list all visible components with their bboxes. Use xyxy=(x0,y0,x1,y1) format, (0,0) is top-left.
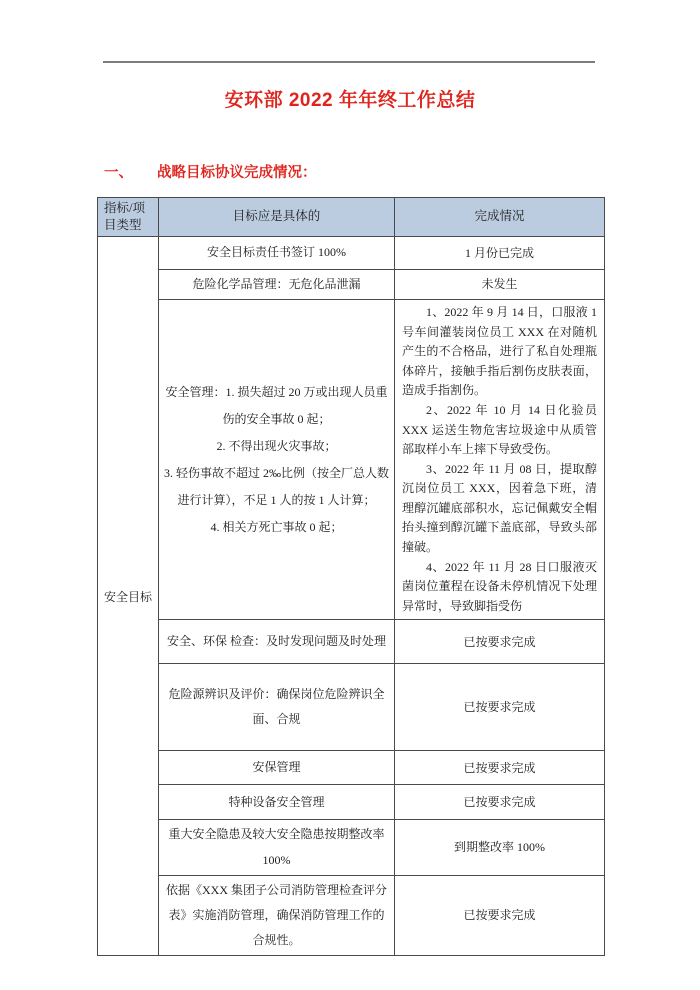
targets-table xyxy=(97,197,605,956)
header-cell-target: 目标应是具体的 xyxy=(159,198,395,237)
target-cell: 危险源辨识及评价：确保岗位危险辨识全面、合规 xyxy=(159,664,395,751)
table-row xyxy=(98,664,605,751)
section-heading xyxy=(104,161,317,182)
table-header-row xyxy=(98,198,605,237)
status-cell: 到期整改率 100% xyxy=(395,820,605,875)
table-row xyxy=(98,751,605,785)
target-cell-safety-management xyxy=(159,299,395,620)
target-cell: 依据《XXX 集团子公司消防管理检查评分表》实施消防管理，确保消防管理工作的合规性。 xyxy=(159,875,395,956)
table-row xyxy=(98,875,605,956)
status-cell: 已按要求完成 xyxy=(395,785,605,820)
incident-item: 3、2022 年 11 月 08 日，提取醇沉岗位员工 XXX，因着急下班，清理醇沉罐底部积水，忘记佩戴安全帽抬头撞到醇沉罐下盖底部，导致头部撞破。 xyxy=(402,461,597,555)
target-cell: 特种设备安全管理 xyxy=(159,785,395,820)
table-row xyxy=(98,620,605,664)
target-cell: 安全、环保 检查：及时发现问题及时处理 xyxy=(159,620,395,664)
status-cell: 1 月份已完成 xyxy=(395,236,605,269)
status-cell: 已按要求完成 xyxy=(395,620,605,664)
safety-management-item: 2. 不得出现火灾事故； xyxy=(216,438,337,453)
status-cell: 未发生 xyxy=(395,269,605,299)
target-cell: 重大安全隐患及较大安全隐患按期整改率 100% xyxy=(159,820,395,875)
table-row xyxy=(98,820,605,875)
header-divider-rule xyxy=(103,61,595,63)
status-cell: 已按要求完成 xyxy=(395,751,605,785)
section-heading-text: 战略目标协议完成情况： xyxy=(157,165,317,181)
table-row xyxy=(98,299,605,620)
safety-management-item: 4. 相关方死亡事故 0 起； xyxy=(210,519,343,534)
status-cell-incident-details xyxy=(395,299,605,620)
document-title: 安环部 2022 年年终工作总结 xyxy=(224,90,476,111)
table-row xyxy=(98,269,605,299)
table-row xyxy=(98,785,605,820)
incident-item: 4、2022 年 11 月 28 日口服液灭菌岗位董程在设备未停机情况下处理异常时，导致脚指受伤 xyxy=(402,559,597,613)
table-row xyxy=(98,236,605,269)
incident-item: 2、2022 年 10 月 14 日化验员 XXX 运送生物危害垃圾途中从质管部取样小车上摔下导致受伤。 xyxy=(402,402,597,457)
incident-item: 1、2022 年 9 月 14 日，口服液 1 号车间灌装岗位员工 XXX 在对随机产生的不合格品，进行了私自处理瓶体碎片，接触手指后割伤皮肤表面，造成手指割伤。 xyxy=(402,304,597,398)
target-cell: 安全目标责任书签订 100% xyxy=(159,236,395,269)
status-cell: 已按要求完成 xyxy=(395,664,605,751)
header-cell-status: 完成情况 xyxy=(395,198,605,237)
status-cell: 已按要求完成 xyxy=(395,875,605,956)
section-number: 一、 xyxy=(104,165,133,181)
header-cell-indicator-type: 指标/项目类型 xyxy=(98,198,159,237)
group-label-cell: 安全目标 xyxy=(98,236,159,956)
safety-management-item: 安全管理：1. 损失超过 20 万或出现人员重伤的安全事故 0 起； xyxy=(165,384,388,426)
safety-management-item: 3. 轻伤事故不超过 2‰比例（按全厂总人数进行计算），不足 1 人的按 1 人计算； xyxy=(164,465,390,507)
target-cell: 安保管理 xyxy=(159,751,395,785)
target-cell: 危险化学品管理：无危化品泄漏 xyxy=(159,269,395,299)
